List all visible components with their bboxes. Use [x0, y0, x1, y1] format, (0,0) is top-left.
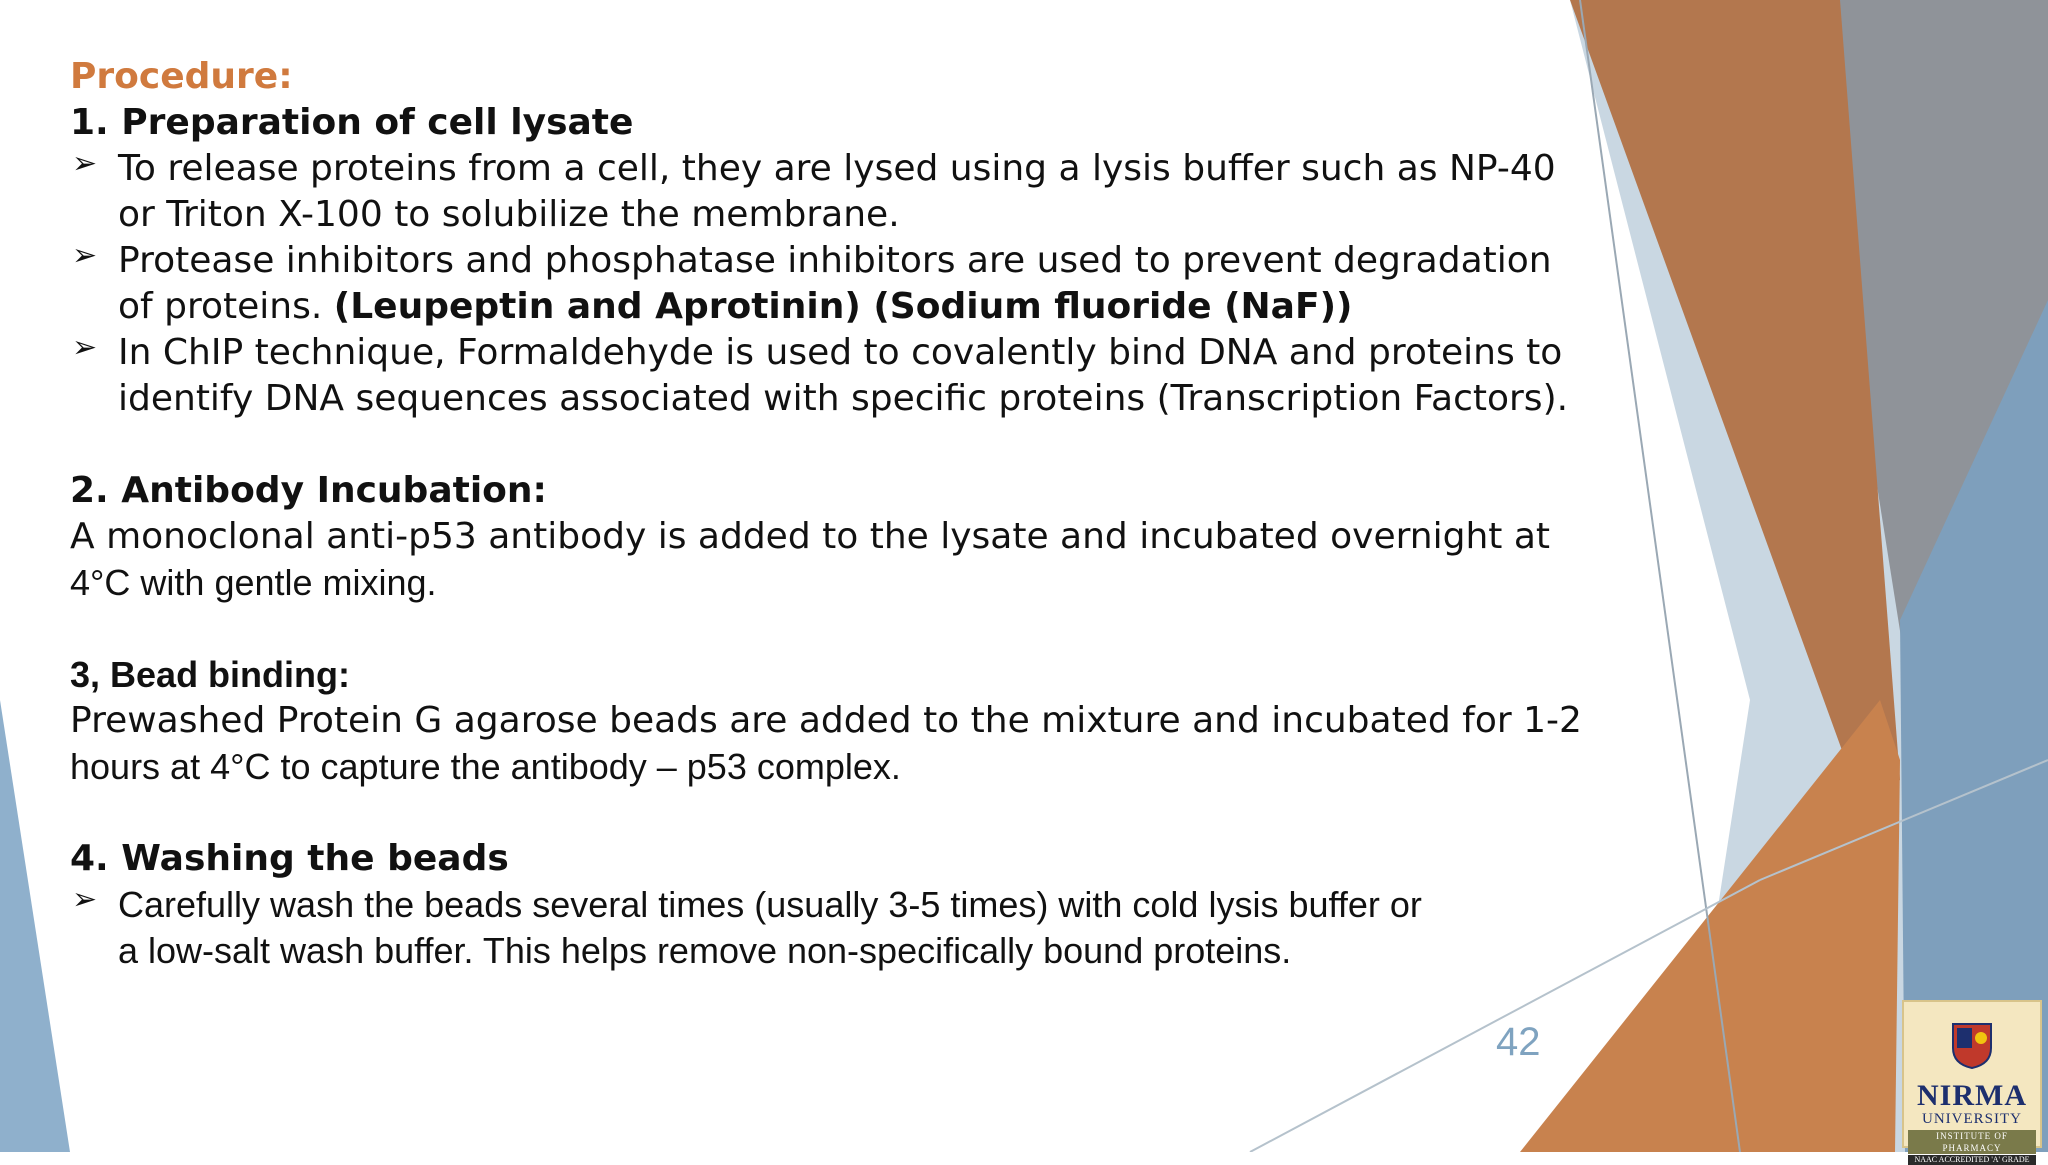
left-blue-shape — [0, 700, 70, 1152]
bullet-line — [118, 284, 1530, 330]
orange-lower-shape — [1520, 700, 1900, 1152]
bullet-line: Carefully wash the beads several times (usually 3-5 times) with cold lysis buffer or — [118, 884, 1422, 925]
step1-bullet-2 — [70, 238, 1552, 330]
arrow-bullet-icon: ➢ — [72, 330, 98, 365]
step4-title: 4. Washing the beads — [70, 838, 509, 879]
arrow-bullet-icon: ➢ — [72, 238, 98, 273]
arrow-bullet-icon: ➢ — [72, 882, 98, 917]
arrow-bullet-icon: ➢ — [72, 146, 98, 181]
logo-name: NIRMA — [1917, 1079, 2027, 1112]
step4-bullet — [70, 882, 1530, 974]
bullet-line: or Triton X-100 to solubilize the membrane. — [118, 194, 900, 235]
bullet-line: To release proteins from a cell, they are lysed using a lysis buffer such as NP-40 — [118, 148, 1556, 189]
slide-content — [70, 54, 1582, 974]
step3-text-line: hours at 4°C to capture the antibody – p53 complex. — [70, 746, 901, 787]
procedure-title: Procedure: — [70, 56, 293, 97]
bullet-text: of proteins. — [118, 286, 334, 327]
step1-bullet-3 — [70, 330, 1569, 422]
step1-bullet-1 — [70, 146, 1556, 238]
step1-title: 1. Preparation of cell lysate — [70, 102, 634, 143]
step3-text-line: Prewashed Protein G agarose beads are added to the mixture and incubated for 1-2 — [70, 700, 1582, 741]
logo-institute: INSTITUTE OF PHARMACY — [1908, 1130, 2036, 1154]
page-number: 42 — [1496, 1020, 1541, 1064]
crest-icon — [1949, 1020, 1995, 1070]
bullet-line: a low-salt wash buffer. This helps remove non-specifically bound proteins. — [118, 930, 1292, 971]
step2-text-line: A monoclonal anti-p53 antibody is added to the lysate and incubated overnight at — [70, 516, 1550, 557]
step2-title: 2. Antibody Incubation: — [70, 470, 547, 511]
bullet-line: Protease inhibitors and phosphatase inhibitors are used to prevent degradation — [118, 240, 1552, 281]
bullet-line: In ChIP technique, Formaldehyde is used to covalently bind DNA and proteins to — [118, 332, 1563, 373]
university-logo — [1902, 1000, 2042, 1164]
logo-accreditation: NAAC ACCREDITED 'A' GRADE — [1908, 1155, 2036, 1165]
bullet-line: identify DNA sequences associated with specific proteins (Transcription Factors). — [118, 378, 1569, 419]
inhibitor-examples: (Leupeptin and Aprotinin) (Sodium fluoride (NaF)) — [333, 286, 1353, 327]
logo-subtitle: UNIVERSITY — [1922, 1111, 2022, 1127]
step3-title: 3, Bead binding: — [70, 654, 351, 695]
step2-text-line: 4°C with gentle mixing. — [70, 562, 437, 603]
